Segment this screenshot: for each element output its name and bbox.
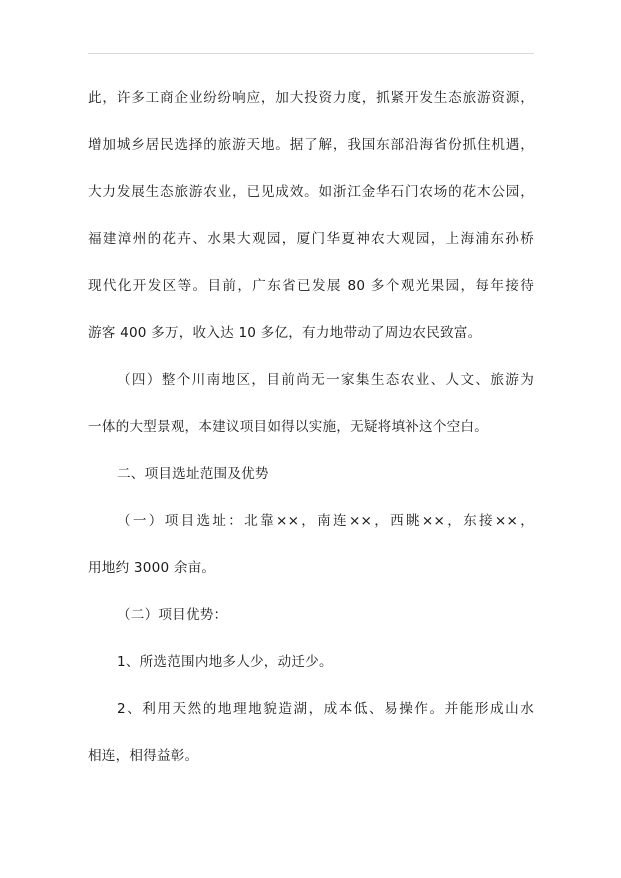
list-item: 2、利用天然的地理地貌造湖，成本低、易操作。并能形成山水 bbox=[117, 701, 534, 717]
subsection-heading: （二）项目优势： bbox=[117, 607, 228, 623]
paragraph-line: 大力发展生态旅游农业，已见成效。如浙江金华石门农场的花木公园， bbox=[88, 184, 534, 200]
section-heading: 二、项目选址范围及优势 bbox=[117, 466, 269, 482]
paragraph-line: （四）整个川南地区，目前尚无一家集生态农业、人文、旅游为 bbox=[117, 372, 534, 388]
paragraph-line: 福建漳州的花卉、水果大观园，厦门华夏神农大观园，上海浦东孙桥 bbox=[88, 231, 534, 247]
paragraph-line: 用地约 3000 余亩。 bbox=[88, 560, 216, 576]
paragraph-line: 相连，相得益彰。 bbox=[88, 748, 199, 764]
header-divider bbox=[88, 53, 534, 54]
list-item: 1、所选范围内地多人少，动迁少。 bbox=[117, 654, 333, 670]
paragraph-line: 此，许多工商企业纷纷响应，加大投资力度，抓紧开发生态旅游资源， bbox=[88, 90, 534, 106]
paragraph-line: （一）项目选址：北靠××，南连××，西眺××，东接××， bbox=[117, 513, 534, 529]
paragraph-line: 增加城乡居民选择的旅游天地。据了解，我国东部沿海省份抓住机遇， bbox=[88, 137, 534, 153]
paragraph-line: 现代化开发区等。目前，广东省已发展 80 多个观光果园，每年接待 bbox=[88, 278, 534, 294]
paragraph-line: 一体的大型景观，本建议项目如得以实施，无疑将填补这个空白。 bbox=[88, 419, 489, 435]
paragraph-line: 游客 400 多万，收入达 10 多亿，有力地带动了周边农民致富。 bbox=[88, 325, 482, 341]
